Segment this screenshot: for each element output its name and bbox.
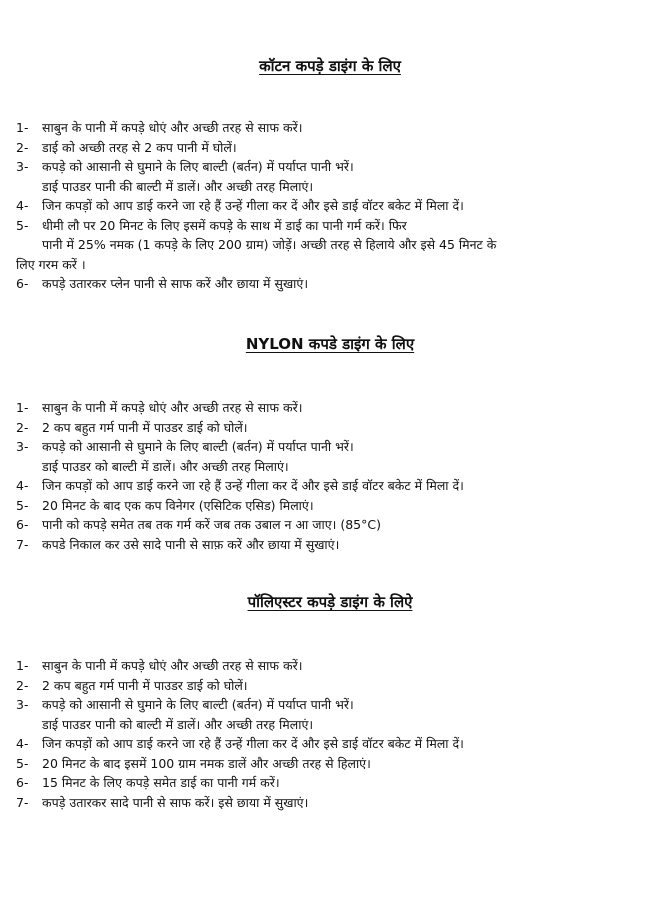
step-line: डाई पाउडर पानी को बाल्टी में डालें। और अच्छी तरह मिलाएं।: [42, 716, 314, 732]
step-number: 4-: [16, 736, 29, 751]
step-item: [16, 274, 648, 294]
step-text: [42, 476, 648, 496]
step-text: [42, 535, 648, 555]
section-nylon: [0, 332, 660, 552]
step-text: [42, 695, 648, 734]
step-item: [16, 138, 648, 158]
step-line: साबुन के पानी में कपड़े धोएं और अच्छी तरह से साफ करें।: [42, 400, 303, 415]
section-title: कॉटन कपड़े डाइंग के लिए: [259, 57, 401, 75]
step-item: [16, 535, 648, 555]
step-text: [42, 418, 648, 438]
step-number: 4-: [16, 478, 29, 493]
step-text: [42, 138, 648, 158]
step-number: 3-: [16, 439, 29, 454]
step-line: कपड़े उतारकर सादे पानी से साफ करें। इसे छाया में सुखाएं।: [42, 794, 309, 810]
step-line: 20 मिनट के बाद एक कप विनेगर (एसिटिक एसिड) मिलाएं।: [42, 497, 314, 513]
step-number: 6-: [16, 775, 29, 790]
step-text: [42, 118, 648, 138]
step-text: [42, 196, 648, 216]
step-item: [16, 754, 648, 774]
step-text: [42, 496, 648, 516]
step-number: 5-: [16, 497, 29, 513]
step-item: [16, 196, 648, 216]
step-line: डाई को अच्छी तरह से 2 कप पानी में घोलें।: [42, 139, 237, 155]
step-line: पानी में 25% नमक (1 कपड़े के लिए 200 ग्राम) जोड़ें। अच्छी तरह से हिलाये और इसे 45 मिनट के: [42, 237, 497, 252]
section-title: NYLON कपडे डाइंग के लिए: [245, 335, 415, 353]
step-number: 3-: [16, 159, 29, 174]
step-number: 2-: [16, 419, 29, 435]
step-number: 1-: [16, 658, 29, 673]
step-number: 2-: [16, 677, 29, 693]
step-item: [16, 695, 648, 734]
step-list: [16, 118, 648, 294]
step-number: 6-: [16, 276, 29, 291]
step-number: 1-: [16, 120, 29, 135]
section-polyester: [0, 590, 660, 810]
step-item: [16, 398, 648, 418]
step-text: [42, 773, 648, 793]
step-item: [16, 656, 648, 676]
step-item: [16, 676, 648, 696]
step-line: 2 कप बहुत गर्म पानी में पाउडर डाई को घोलें।: [42, 677, 248, 693]
step-list: [16, 398, 648, 554]
step-text: [42, 398, 648, 418]
step-item: [16, 437, 648, 476]
step-line: कपड़े को आसानी से घुमाने के लिए बाल्टी (बर्तन) में पर्याप्त पानी भरें।: [42, 159, 354, 174]
step-text: [42, 754, 648, 774]
step-line: 20 मिनट के बाद इसमें 100 ग्राम नमक डालें और अच्छी तरह से हिलाएं।: [42, 755, 371, 771]
step-number: 5-: [16, 755, 29, 771]
step-line: डाई पाउडर पानी की बाल्टी में डालें। और अच्छी तरह मिलाएं।: [42, 178, 314, 194]
step-number: 4-: [16, 198, 29, 213]
step-line: जिन कपड़ों को आप डाई करने जा रहे हैं उन्हें गीला कर दें और इसे डाई वॉटर बकेट में मिला दें।: [42, 478, 464, 493]
step-line: लिए गरम करें ।: [16, 256, 86, 272]
step-line: 2 कप बहुत गर्म पानी में पाउडर डाई को घोलें।: [42, 419, 248, 435]
step-number: 7-: [16, 794, 29, 810]
step-line: धीमी लौ पर 20 मिनट के लिए इसमें कपड़े के साथ में डाई का पानी गर्म करें। फिर: [42, 217, 407, 233]
step-text: [42, 437, 648, 476]
step-item: [16, 476, 648, 496]
step-item: [16, 734, 648, 754]
step-item: [16, 216, 648, 275]
step-item: [16, 118, 648, 138]
step-text: [42, 793, 648, 813]
step-text: [42, 734, 648, 754]
step-line: साबुन के पानी में कपड़े धोएं और अच्छी तरह से साफ करें।: [42, 658, 303, 673]
step-text: [42, 515, 648, 535]
step-line: कपड़े को आसानी से घुमाने के लिए बाल्टी (बर्तन) में पर्याप्त पानी भरें।: [42, 439, 354, 454]
step-number: 6-: [16, 517, 29, 532]
step-line: साबुन के पानी में कपड़े धोएं और अच्छी तरह से साफ करें।: [42, 120, 303, 135]
step-list: [16, 656, 648, 812]
step-number: 2-: [16, 139, 29, 155]
step-number: 5-: [16, 217, 29, 233]
step-number: 1-: [16, 400, 29, 415]
step-number: 3-: [16, 697, 29, 712]
step-text: [16, 216, 648, 275]
step-item: [16, 793, 648, 813]
step-item: [16, 496, 648, 516]
step-text: [42, 274, 648, 294]
step-item: [16, 773, 648, 793]
section-title: पॉलिएस्टर कपड़े डाइंग के लिऐ: [247, 593, 413, 611]
step-item: [16, 157, 648, 196]
step-line: डाई पाउडर को बाल्टी में डालें। और अच्छी तरह मिलाएं।: [42, 458, 289, 474]
step-number: 7-: [16, 536, 29, 552]
step-line: कपड़े को आसानी से घुमाने के लिए बाल्टी (बर्तन) में पर्याप्त पानी भरें।: [42, 697, 354, 712]
step-text: [42, 157, 648, 196]
step-line: पानी को कपड़े समेत तब तक गर्म करें जब तक उबाल न आ जाए। (85°C): [42, 517, 381, 532]
step-line: कपड़े उतारकर प्लेन पानी से साफ करें और छाया में सुखाएं।: [42, 276, 309, 291]
step-item: [16, 515, 648, 535]
step-line: जिन कपड़ों को आप डाई करने जा रहे हैं उन्हें गीला कर दें और इसे डाई वॉटर बकेट में मिला दें।: [42, 736, 464, 751]
step-text: [42, 676, 648, 696]
section-cotton: [0, 54, 660, 291]
step-line: जिन कपड़ों को आप डाई करने जा रहे हैं उन्हें गीला कर दें और इसे डाई वॉटर बकेट में मिला दें।: [42, 198, 464, 213]
step-text: [42, 656, 648, 676]
step-line: 15 मिनट के लिए कपड़े समेत डाई का पानी गर्म करें।: [42, 775, 280, 790]
step-line: कपडे निकाल कर उसे सादे पानी से साफ़ करें और छाया में सुखाएं।: [42, 536, 340, 552]
step-item: [16, 418, 648, 438]
